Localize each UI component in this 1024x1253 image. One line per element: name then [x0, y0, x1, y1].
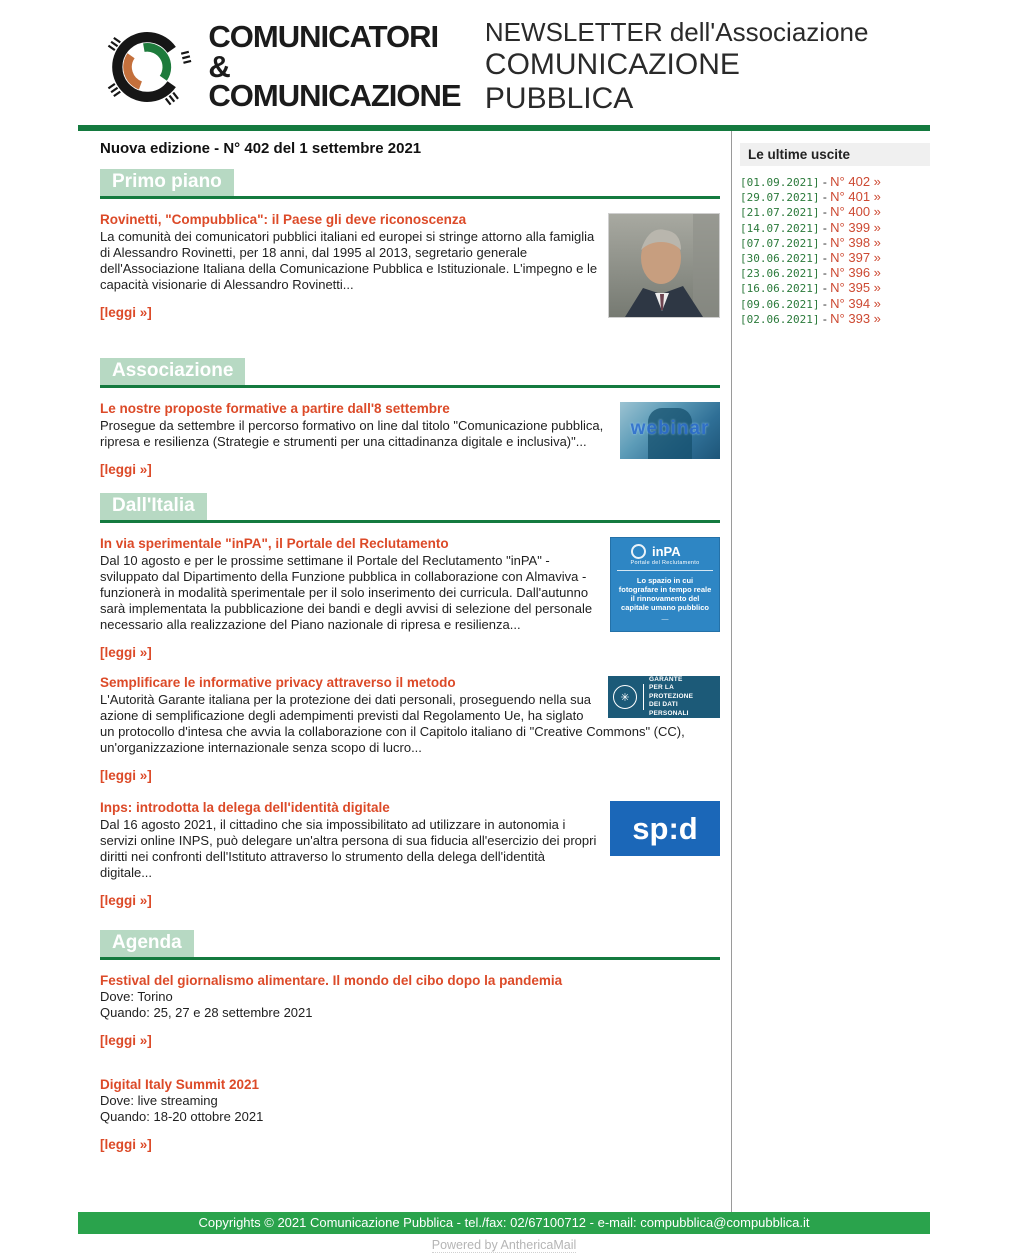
agenda-item-digital-italy [100, 1076, 720, 1154]
powered-by-link[interactable]: Powered by AnthericaMail [431, 1238, 577, 1252]
sidebar-item-399[interactable] [740, 221, 930, 236]
article-body: La comunità dei comunicatori pubblici italiani ed europei si stringe attorno alla famiglia di Alessandro Rovinetti, per 18 anni, dal 1995 al 2013, segretario generale dell'Associazione Italiana della Comunicazione Pubblica e Istituzionale. L'impegno e le capacità visionarie di Alessandro Rovinetti... [100, 229, 598, 292]
garante-line2: PER LA PROTEZIONE [648, 684, 694, 700]
brand [100, 19, 485, 115]
edition-title: Nuova edizione - N° 402 del 1 settembre 2021 [100, 140, 422, 157]
issue-link: N° 398 » [830, 234, 881, 250]
newsletter-heading-line2: COMUNICAZIONE PUBBLICA [484, 48, 740, 115]
garante-emblem-icon: ✳ [613, 685, 637, 709]
issue-link: N° 401 » [830, 189, 881, 205]
agenda-quando: Quando: 18-20 ottobre 2021 [100, 1109, 264, 1124]
article-title[interactable]: Inps: introdotta la delega dell'identità digitale [100, 800, 390, 815]
agenda-dove: Dove: Torino [100, 989, 173, 1004]
separator: - [822, 205, 827, 220]
section-head-primo-piano [100, 169, 720, 199]
webinar-label: webinar [630, 418, 710, 439]
article-body: Prosegue da settembre il percorso formativo on line dal titolo "Comunicazione pubblica, ripresa e resilienza (Strategie e strumenti per una cittadinanza digitale e inclusiva)"... [100, 418, 604, 449]
leggi-link[interactable]: [leggi »] [100, 462, 152, 477]
header [78, 0, 930, 125]
main-column [78, 131, 731, 1212]
article-title[interactable]: Le nostre proposte formative a partire dall'8 settembre [100, 401, 450, 416]
footer-bar: Copyrights © 2021 Comunicazione Pubblica - tel./fax: 02/67100712 - e-mail: compubblica@compubblica.it [78, 1212, 930, 1234]
sidebar-item-402[interactable] [740, 175, 930, 190]
newsletter-heading-line1: NEWSLETTER dell'Associazione [484, 17, 869, 47]
inpa-dash: — [661, 616, 669, 623]
issue-link: N° 393 » [830, 310, 881, 326]
section-head-associazione [100, 358, 720, 388]
article-title[interactable]: Semplificare le informative privacy attraverso il metodo [100, 675, 456, 690]
leggi-link[interactable]: [leggi »] [100, 768, 152, 783]
leggi-link[interactable]: [leggi »] [100, 893, 152, 908]
garante-line3: DEI DATI PERSONALI [648, 701, 689, 717]
sidebar-item-396[interactable] [740, 266, 930, 281]
brand-title-line1: COMUNICATORI [208, 19, 439, 55]
separator: - [822, 175, 827, 189]
agenda-item-title[interactable]: Festival del giornalismo alimentare. Il mondo del cibo dopo la pandemia [100, 973, 563, 988]
article-body: Dal 16 agosto 2021, il cittadino che sia impossibilitato ad utilizzare in autonomia i servizi online INPS, può delegare un'altra persona di sua fiducia all'esercizio dei propri diritti nei confronti dell'Istituto attraverso lo strumento della delega dell'identità digitale... [100, 817, 597, 880]
section-head-agenda [100, 930, 720, 960]
agenda-dove: Dove: live streaming [100, 1093, 218, 1108]
issue-link: N° 400 » [830, 204, 881, 220]
inpa-brand: inPA [652, 544, 681, 559]
inpa-tagline: Lo spazio in cui fotografare in tempo reale il rinnovamento del capitale umano pubblico [618, 576, 712, 612]
agenda-item-festival [100, 972, 720, 1050]
issue-link: N° 399 » [830, 219, 881, 235]
section-label: Dall'Italia [100, 493, 207, 520]
issue-date: [09.06.2021] [740, 297, 820, 311]
leggi-link[interactable]: [leggi »] [100, 1033, 152, 1048]
spid-logo-label: sp:d [632, 810, 698, 846]
article-image-webinar[interactable] [620, 402, 720, 459]
issue-date: [30.06.2021] [740, 252, 820, 266]
article-formazione [100, 400, 720, 479]
issue-link: N° 395 » [830, 280, 881, 296]
article-image-garante[interactable] [608, 676, 720, 718]
powered-by [78, 1234, 930, 1252]
section-label: Associazione [100, 358, 245, 385]
sidebar-item-395[interactable] [740, 281, 930, 296]
sidebar-item-401[interactable] [740, 190, 930, 205]
newsletter-heading [485, 17, 890, 116]
separator: - [822, 190, 827, 205]
separator: - [822, 281, 827, 296]
sidebar-item-398[interactable] [740, 236, 930, 251]
article-inps [100, 799, 720, 910]
inpa-header [617, 544, 713, 559]
article-photo-rovinetti[interactable] [608, 213, 720, 318]
issue-date: [29.07.2021] [740, 191, 820, 205]
sidebar-item-394[interactable] [740, 297, 930, 312]
article-title[interactable]: Rovinetti, "Compubblica": il Paese gli deve riconoscenza [100, 212, 467, 227]
separator: - [822, 235, 827, 250]
garante-label [649, 676, 715, 719]
brand-title [208, 19, 485, 114]
garante-separator [643, 684, 644, 710]
issue-date: [23.06.2021] [740, 267, 820, 281]
section-label: Agenda [100, 930, 194, 957]
issue-date: [01.09.2021] [740, 176, 820, 189]
sidebar-item-393[interactable] [740, 312, 930, 327]
leggi-link[interactable]: [leggi »] [100, 645, 152, 660]
brand-title-line2: & COMUNICAZIONE [208, 48, 461, 114]
section-label: Primo piano [100, 169, 234, 196]
separator: - [822, 220, 827, 235]
agenda-quando: Quando: 25, 27 e 28 settembre 2021 [100, 1005, 313, 1020]
section-head-dall-italia [100, 493, 720, 523]
sidebar-title: Le ultime uscite [740, 143, 930, 166]
issue-link: N° 394 » [830, 295, 881, 311]
article-privacy [100, 674, 720, 785]
separator: - [822, 251, 827, 266]
issue-date: [07.07.2021] [740, 236, 820, 250]
sidebar-item-400[interactable] [740, 205, 930, 220]
inpa-subtitle: Portale del Reclutamento [630, 560, 700, 566]
inpa-divider [617, 570, 713, 571]
newsletter-page [78, 0, 930, 1252]
article-body: Dal 10 agosto e per le prossime settimane il Portale del Reclutamento "inPA" - sviluppato dal Dipartimento della Funzione pubblica in collaborazione con Almaviva - funzionerà in modalità sperimentale per il solo inserimento dei curricula. Dall'autunno sarà implementata la pubblicazione dei bandi e degli avvisi di selezione del personale necessario alla realizzazione del Piano nazionale di ripresa e resilienza... [100, 553, 593, 632]
article-inpa [100, 535, 720, 662]
garante-line1: GARANTE [648, 675, 683, 683]
issue-date: [16.06.2021] [740, 282, 820, 296]
app-logo-icon [100, 19, 194, 115]
sidebar-item-397[interactable] [740, 251, 930, 266]
sidebar [731, 131, 930, 1212]
agenda-item-title[interactable]: Digital Italy Summit 2021 [100, 1077, 260, 1092]
separator: - [822, 266, 827, 281]
article-image-spid[interactable] [610, 801, 720, 856]
separator: - [822, 311, 827, 326]
issue-date: [21.07.2021] [740, 206, 820, 220]
leggi-link[interactable]: [leggi »] [100, 305, 152, 320]
issue-date: [02.06.2021] [740, 312, 820, 326]
article-image-inpa[interactable] [610, 537, 720, 632]
inpa-logo-icon [631, 544, 646, 559]
separator: - [822, 296, 827, 311]
article-rovinetti [100, 211, 720, 324]
content-row [78, 131, 930, 1212]
article-title[interactable]: In via sperimentale "inPA", il Portale del Reclutamento [100, 536, 449, 551]
issue-link: N° 397 » [830, 250, 881, 266]
issue-date: [14.07.2021] [740, 221, 820, 235]
issue-link: N° 396 » [830, 265, 881, 281]
article-body: L'Autorità Garante italiana per la protezione dei dati personali, proseguendo nella sua azione di semplificazione degli adempimenti previsti dal Regolamento Ue, ha siglato un protocollo d'intesa che avvia la collaborazione con il Capitolo italiano di "Creative Commons" (CC), un'organizzazione internazionale senza scopo di lucro... [100, 692, 685, 755]
issue-link: N° 402 » [830, 174, 881, 189]
leggi-link[interactable]: [leggi »] [100, 1137, 152, 1152]
